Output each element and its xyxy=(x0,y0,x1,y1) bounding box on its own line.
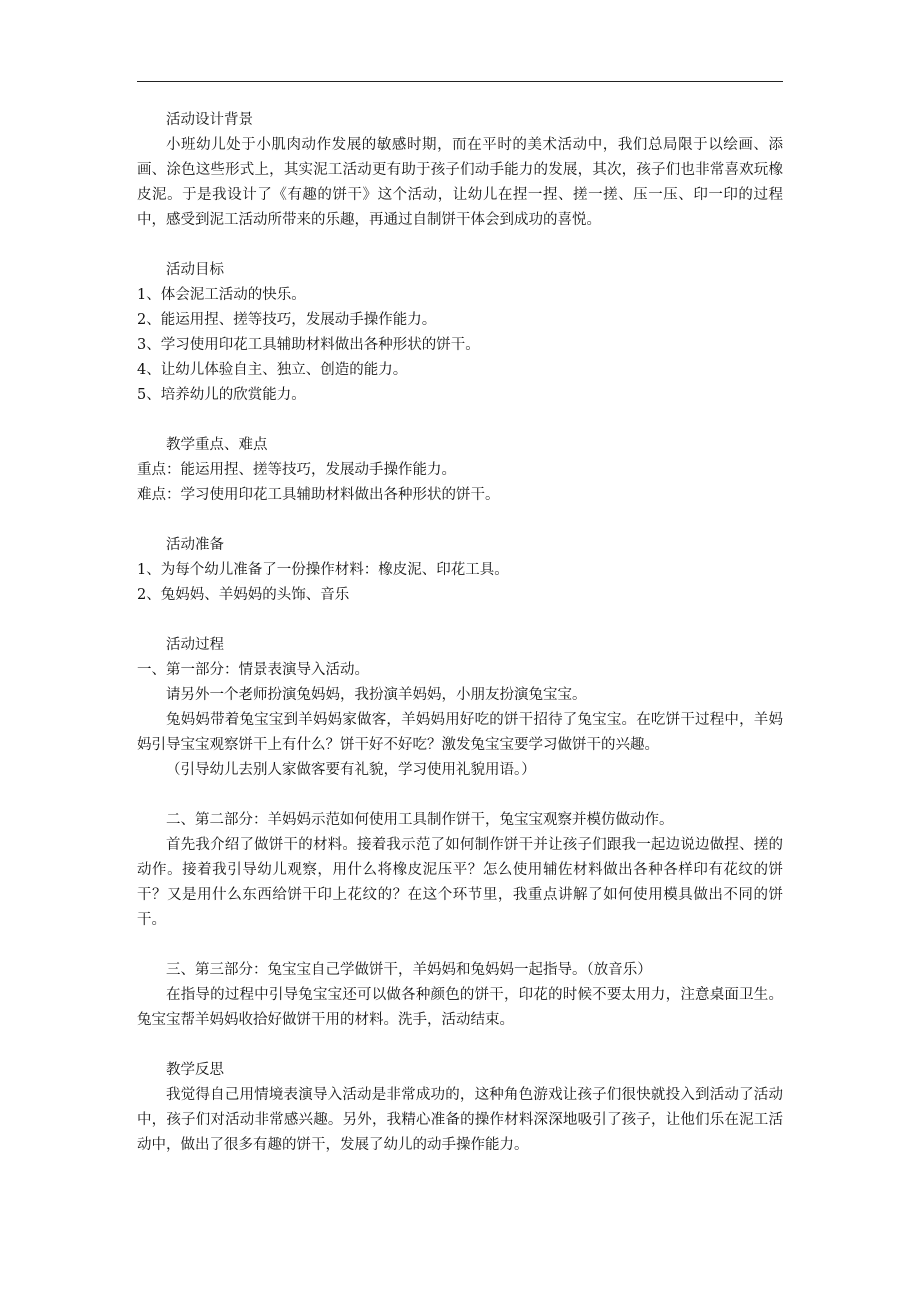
goal-item: 1、体会泥工活动的快乐。 xyxy=(137,287,306,303)
process-part1-title: 一、第一部分：情景表演导入活动。 xyxy=(137,662,369,678)
process-part3-paragraph: 在指导的过程中引导兔宝宝还可以做各种颜色的饼干，印花的时候不要太用力，注意桌面卫生。兔宝宝帮羊妈妈收拾好做饼干用的材料。洗手，活动结束。 xyxy=(137,987,783,1028)
background-paragraph: 小班幼儿处于小肌肉动作发展的敏感时期，而在平时的美术活动中，我们总局限于以绘画、添画、涂色这些形式上，其实泥工活动更有助于孩子们动手能力的发展，其次，孩子们也非常喜欢玩橡皮泥。于是我设计了《有趣的饼干》这个活动，让幼儿在捏一捏、搓一搓、压一压、印一印的过程中，感受到泥工活动所带来的乐趣，再通过自制饼干体会到成功的喜悦。 xyxy=(137,137,783,228)
section-spacer xyxy=(137,1033,783,1058)
process-part2-paragraph: 首先我介绍了做饼干的材料。接着我示范了如何制作饼干并让孩子们跟我一起边说边做捏、搓的动作。接着我引导幼儿观察，用什么将橡皮泥压平？怎么使用辅佐材料做出各种各样印有花纹的饼干？又是用什么东西给饼干印上花纹的？在这个环节里，我重点讲解了如何使用模具做出不同的饼干。 xyxy=(137,837,783,928)
goal-item: 5、培养幼儿的欣赏能力。 xyxy=(137,387,306,403)
section-spacer xyxy=(137,233,783,258)
process-part3-title: 三、第三部分：兔宝宝自己学做饼干，羊妈妈和兔妈妈一起指导。（放音乐） xyxy=(166,962,652,978)
preparation-item: 2、兔妈妈、羊妈妈的头饰、音乐 xyxy=(137,587,350,603)
goals-heading: 活动目标 xyxy=(166,262,224,278)
process-part1-note: （引导幼儿去别人家做客要有礼貌，学习使用礼貌用语。） xyxy=(166,762,536,778)
reflection-paragraph: 我觉得自己用情境表演导入活动是非常成功的，这种角色游戏让孩子们很快就投入到活动了活动中，孩子们对活动非常感兴趣。另外，我精心准备的操作材料深深地吸引了孩子，让他们乐在泥工活动中，做出了很多有趣的饼干，发展了幼儿的动手操作能力。 xyxy=(137,1087,783,1153)
section-spacer xyxy=(137,783,783,808)
reflection-heading: 教学反思 xyxy=(166,1062,224,1078)
goal-item: 4、让幼儿体验自主、独立、创造的能力。 xyxy=(137,362,408,378)
key-point: 重点：能运用捏、搓等技巧，发展动手操作能力。 xyxy=(137,462,456,478)
section-spacer xyxy=(137,933,783,958)
section-spacer xyxy=(137,608,783,633)
section-spacer xyxy=(137,508,783,533)
process-part1-paragraph: 兔妈妈带着兔宝宝到羊妈妈家做客，羊妈妈用好吃的饼干招待了兔宝宝。在吃饼干过程中，羊妈妈引导宝宝观察饼干上有什么？饼干好不好吃？激发兔宝宝要学习做饼干的兴趣。 xyxy=(137,712,783,753)
preparation-item: 1、为每个幼儿准备了一份操作材料：橡皮泥、印花工具。 xyxy=(137,562,509,578)
goal-item: 3、学习使用印花工具辅助材料做出各种形状的饼干。 xyxy=(137,337,480,353)
process-part2-title: 二、第二部分：羊妈妈示范如何使用工具制作饼干，兔宝宝观察并模仿做动作。 xyxy=(166,812,674,828)
process-heading: 活动过程 xyxy=(166,637,224,653)
difficulty-point: 难点：学习使用印花工具辅助材料做出各种形状的饼干。 xyxy=(137,487,500,503)
header-rule xyxy=(137,81,783,82)
process-part1-paragraph: 请另外一个老师扮演兔妈妈，我扮演羊妈妈，小朋友扮演兔宝宝。 xyxy=(166,687,587,703)
section-spacer xyxy=(137,408,783,433)
background-heading: 活动设计背景 xyxy=(166,112,253,128)
goal-item: 2、能运用捏、搓等技巧，发展动手操作能力。 xyxy=(137,312,437,328)
preparation-heading: 活动准备 xyxy=(166,537,224,553)
focus-heading: 教学重点、难点 xyxy=(166,437,268,453)
document-body xyxy=(137,108,783,1158)
